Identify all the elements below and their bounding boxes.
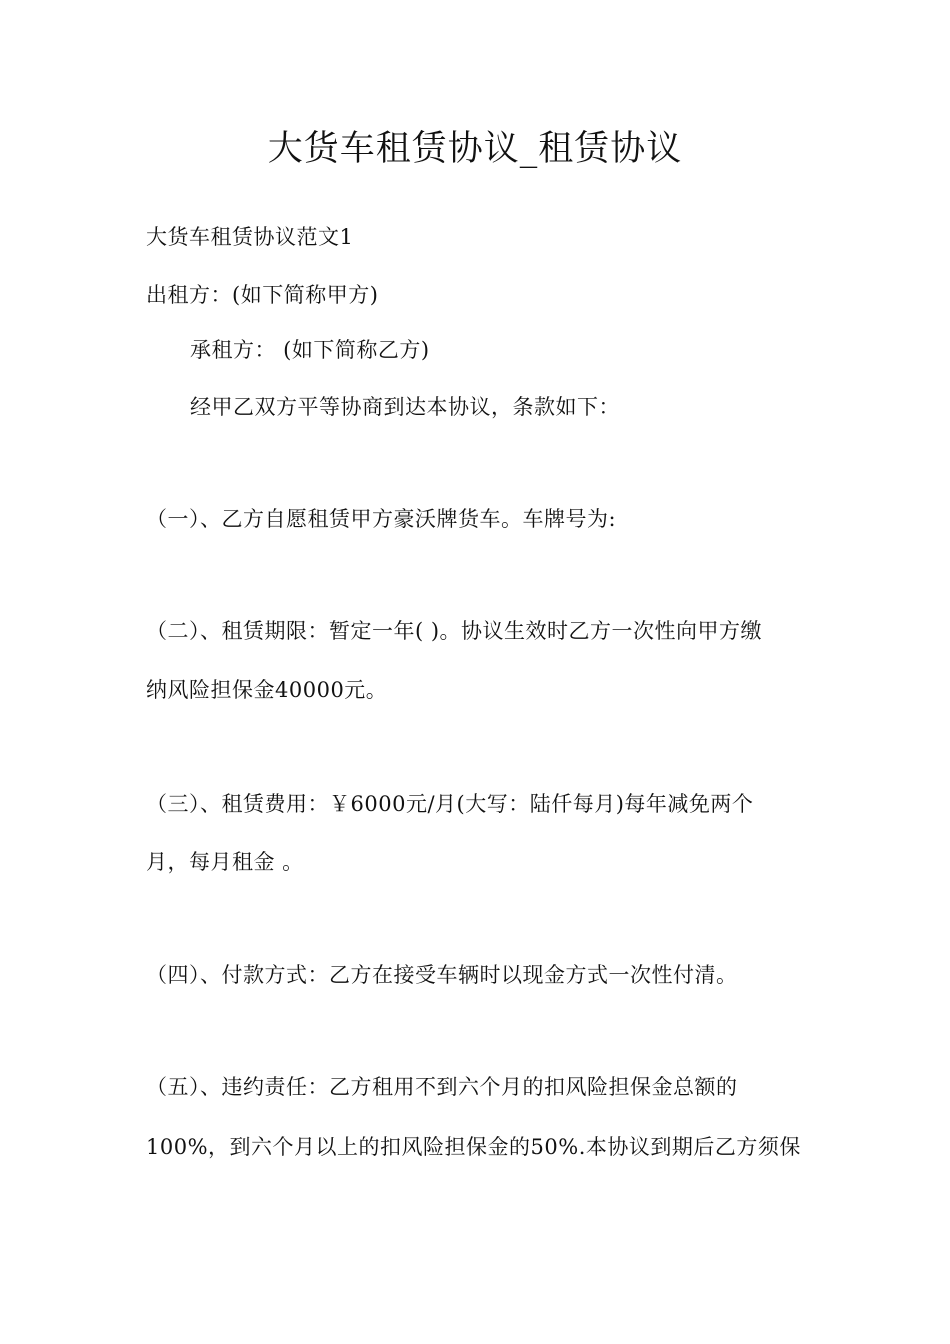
- clause-2-line-2: 纳风险担保金40000元。: [146, 678, 388, 702]
- agreement-intro: 经甲乙双方平等协商到达本协议，条款如下：: [190, 395, 620, 419]
- document-subtitle: 大货车租赁协议范文1: [146, 225, 354, 249]
- lessor-line: 出租方：(如下简称甲方): [146, 283, 379, 307]
- clause-5-line-1: （五）、违约责任：乙方租用不到六个月的扣风险担保金总额的: [146, 1075, 738, 1099]
- clause-4: （四）、付款方式：乙方在接受车辆时以现金方式一次性付清。: [146, 963, 738, 987]
- clause-1: （一）、乙方自愿租赁甲方豪沃牌货车。车牌号为:: [146, 507, 617, 531]
- document-title: 大货车租赁协议_租赁协议: [267, 129, 683, 169]
- clause-5-line-2: 100%，到六个月以上的扣风险担保金的50%.本协议到期后乙方须保: [146, 1135, 801, 1159]
- clause-3-line-2: 月，每月租金 。: [146, 850, 304, 874]
- lessee-line: 承租方： (如下简称乙方): [190, 338, 430, 362]
- clause-2-line-1: （二）、租赁期限：暂定一年( )。协议生效时乙方一次性向甲方缴: [146, 619, 763, 643]
- clause-3-line-1: （三）、租赁费用：￥6000元/月(大写：陆仟每月)每年减免两个: [146, 792, 754, 816]
